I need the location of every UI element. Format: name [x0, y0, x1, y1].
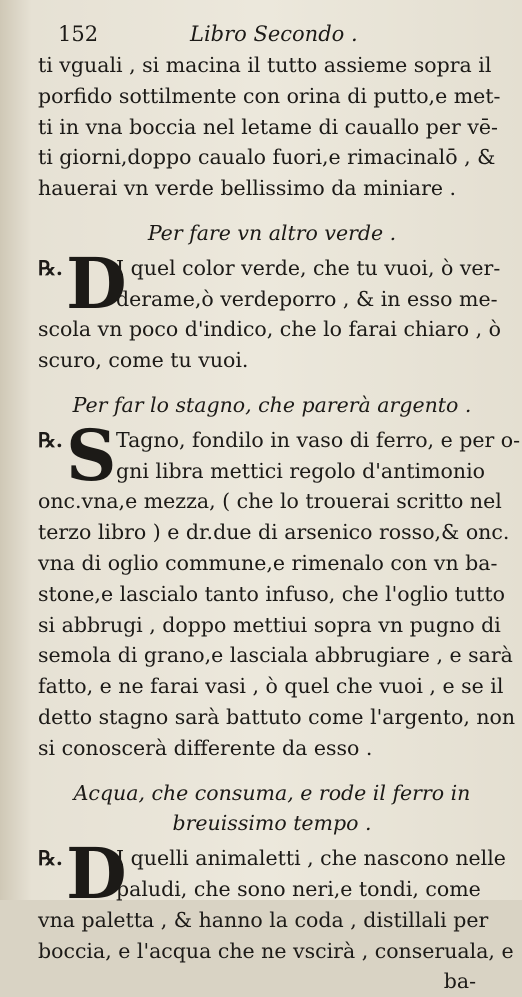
- recipe-paragraph: [38, 832, 514, 997]
- text-line: fatto, e ne farai vasi , ò quel che vuoi , e se il: [38, 674, 504, 699]
- drop-initial: D: [66, 832, 127, 916]
- catchword: ba-: [443, 969, 476, 994]
- text-line: terzo libro ) e dr.due di arsenico rosso,& onc.: [38, 520, 510, 545]
- text-line: I quelli animaletti , che nascono nelle: [116, 846, 506, 871]
- text-line: ti vguali , si macina il tutto assieme sopra il: [38, 53, 492, 77]
- text-line: onc.vna,e mezza, ( che lo trouerai scritto nel: [38, 489, 502, 514]
- text-line: gni libra mettici regolo d'antimonio: [116, 458, 485, 483]
- text-line: hauerai vn verde bellissimo da miniare .: [38, 176, 457, 201]
- text-line: semola di grano,e lasciala abbrugiare , e sarà: [38, 643, 513, 668]
- text-line: porfido sottilmente con orina di putto,e met-: [38, 83, 501, 108]
- section-heading: Acqua, che consuma, e rode il ferro in: [73, 780, 471, 805]
- drop-initial: D: [66, 241, 127, 325]
- text-line: stone,e lascialo tanto infuso, che l'oglio tutto: [38, 581, 505, 606]
- text-line: vna di oglio commune,e rimenalo con vn ba-: [38, 550, 498, 575]
- recipe-mark: ℞.: [38, 427, 63, 452]
- recipe-paragraph: [38, 241, 506, 376]
- text-line: Tagno, fondilo in vaso di ferro, e per o-: [116, 427, 521, 452]
- text-line: scola vn poco d'indico, che lo farai chiaro , ò: [38, 317, 501, 342]
- drop-initial: S: [66, 413, 117, 497]
- text-line: I quel color verde, che tu vuoi, ò ver-: [116, 255, 501, 280]
- text-line: ti giorni,doppo caualo fuori,e rimacinalō , &: [38, 145, 496, 170]
- text-line: paludi, che sono neri,e tondi, come: [116, 876, 481, 901]
- running-title: Libro Secondo .: [190, 22, 358, 46]
- text-line: boccia, e l'acqua che ne vscirà , conseruala, e: [38, 938, 514, 963]
- running-head: [58, 22, 492, 50]
- section-heading: Per fare vn altro verde .: [147, 220, 397, 245]
- page-number: 152: [58, 22, 99, 46]
- opening-paragraph: [38, 50, 506, 204]
- text-line: derame,ò verdeporro , & in esso me-: [116, 286, 498, 311]
- section-heading: breuissimo tempo .: [172, 811, 372, 836]
- body-text: [38, 50, 521, 997]
- text-line: si abbrugi , doppo mettiui sopra vn pugno di: [38, 612, 501, 637]
- recipe-mark: ℞.: [38, 846, 63, 871]
- text-line: vna paletta , & hanno la coda , distillali per: [38, 907, 489, 932]
- text-line: scuro, come tu vuoi.: [38, 348, 249, 373]
- text-line: ti in vna boccia nel letame di cauallo per vē-: [38, 114, 498, 139]
- section-heading: Per far lo stagno, che parerà argento .: [72, 392, 472, 417]
- text-line: si conoscerà differente da esso .: [38, 735, 373, 760]
- recipe-mark: ℞.: [38, 255, 63, 280]
- text-line: detto stagno sarà battuto come l'argento, non: [38, 704, 516, 729]
- recipe-paragraph: [38, 413, 521, 764]
